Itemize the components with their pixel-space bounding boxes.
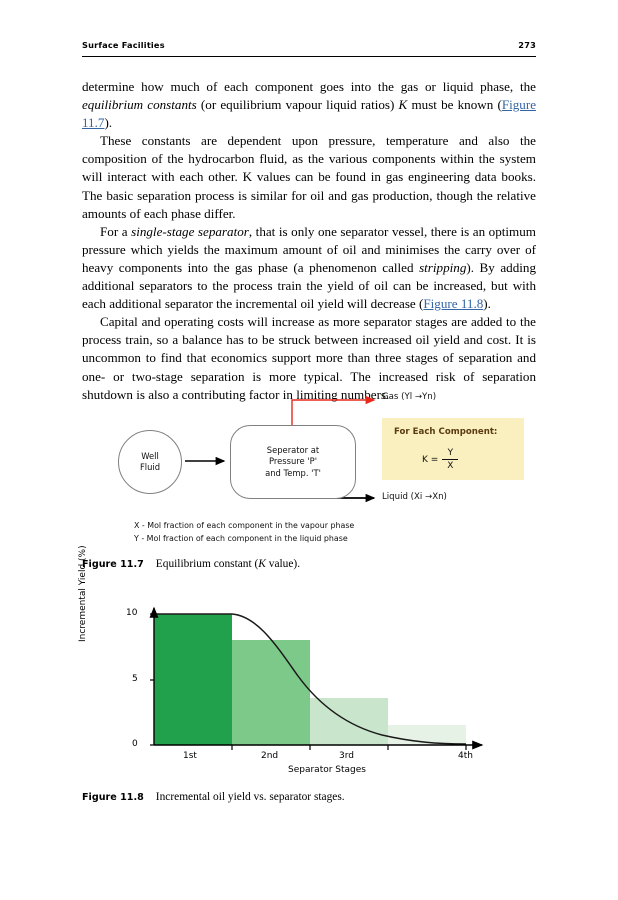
well-fluid-node [118,430,182,494]
chart-ytick-0: 0 [132,739,138,749]
separator-line-3: and Temp. 'T' [265,467,321,478]
paragraph-1 [82,78,536,132]
k-value-callout-box [382,418,524,480]
well-fluid-line-1: Well [141,451,159,461]
figure-11-8-link[interactable]: Figure 11.8 [423,296,484,312]
p3-part4: ). [483,296,491,312]
p3-part2: , that is only one separator vessel, there is an optimum pressure which yields the maximum amount of oil and minimises the carry over of heavy components into the gas phase (a phenomenon called [82,223,536,275]
separator-line-2: Pressure 'P' [268,456,318,467]
figure-11-7-caption-text [156,558,300,570]
page-header [82,40,536,50]
figure-11-8-caption-label: Figure 11.8 [82,792,144,803]
figure-11-8-caption-text: Incremental oil yield vs. separator stages. [155,791,345,803]
legend-line-2: Y - Mol fraction of each component in the liquid phase [134,533,348,543]
p3-part1: For a [100,223,132,239]
caption-pre: Equilibrium constant ( [155,558,259,570]
header-section-title: Surface Facilities [82,40,165,50]
caption-italic: K [258,558,266,570]
p1-part1: determine how much of each component goes into the gas or liquid phase, the [82,79,536,94]
p1-part2: (or equilibrium vapour liquid ratios) [196,97,399,113]
figure-11-7-link[interactable]: Figure 11.7 [82,97,537,131]
chart-x-axis-label: Separator Stages [288,765,366,775]
figure-11-7-caption [82,558,300,570]
k-numerator: Y [447,448,454,458]
figure-11-8-caption [82,791,345,803]
k-fraction [442,448,458,471]
chart-xtick-2nd: 2nd [261,751,279,761]
chart-xtick-3rd: 3rd [339,751,354,761]
k-callout-title: For Each Component: [394,427,498,437]
header-divider [82,56,536,57]
k-equals: K = [422,454,439,465]
well-fluid-label [140,451,160,473]
chart-ytick-10: 10 [126,608,138,618]
separator-line-1: Seperator at [266,444,320,455]
p3-part3: ). By adding additional separators to the process train the yield of oil can be increased, but with each additional separator the incremental oil yield will decrease ( [82,259,536,312]
chart-y-axis-label: Incremental Yield (%) [78,545,88,642]
p1-italic: equilibrium constants [82,97,197,113]
k-equation [422,448,458,471]
p1-part4: ). [104,115,113,131]
p3-italic-2: stripping [419,259,467,275]
separator-label [265,445,321,480]
chart-band-1 [154,614,232,745]
paragraph-3 [82,223,536,313]
chart-xtick-1st: 1st [183,751,197,761]
well-fluid-line-2: Fluid [139,462,161,472]
chart-band-2 [232,640,310,745]
fraction-bar [442,459,458,460]
chart-canvas [82,590,536,765]
p1-k-symbol: K [398,97,408,113]
paragraph-2: These constants are dependent upon pressure, temperature and also the composition of the hydrocarbon fluid, as the various components within the system will interact with each other. K values can be found in gas engineering data books. The basic separation process is similar for oil and gas production, though the relative amounts of each phase differ. [82,133,536,221]
p1-part3: must be known ( [407,97,502,113]
gas-stream-label: Gas (Yl →Yn) [382,392,437,402]
body-text [82,78,536,404]
paragraph-4: Capital and operating costs will increase as more separator stages are added to the process train, so a balance has to be struck between increased oil yield and cost. It is uncommon to find that economics support more than three stages of separation and one- or two-stage separation is more typical. The increased risk of separation shutdown is also a contributing factor in limiting numbers. [82,314,536,402]
caption-post: value). [265,558,301,570]
chart-ytick-5: 5 [132,674,138,684]
diagram-legend [134,520,354,545]
chart-xtick-4th: 4th [458,751,473,761]
figure-11-7-diagram [82,392,536,552]
liquid-stream-label: Liquid (Xi →Xn) [382,492,447,502]
p3-italic-1: single-stage separator [131,223,249,239]
k-denominator: X [447,461,454,471]
page-number: 273 [518,40,536,50]
legend-line-1: X - Mol fraction of each component in the vapour phase [134,521,355,530]
figure-11-7-caption-label: Figure 11.7 [82,559,144,570]
separator-node [230,425,356,499]
